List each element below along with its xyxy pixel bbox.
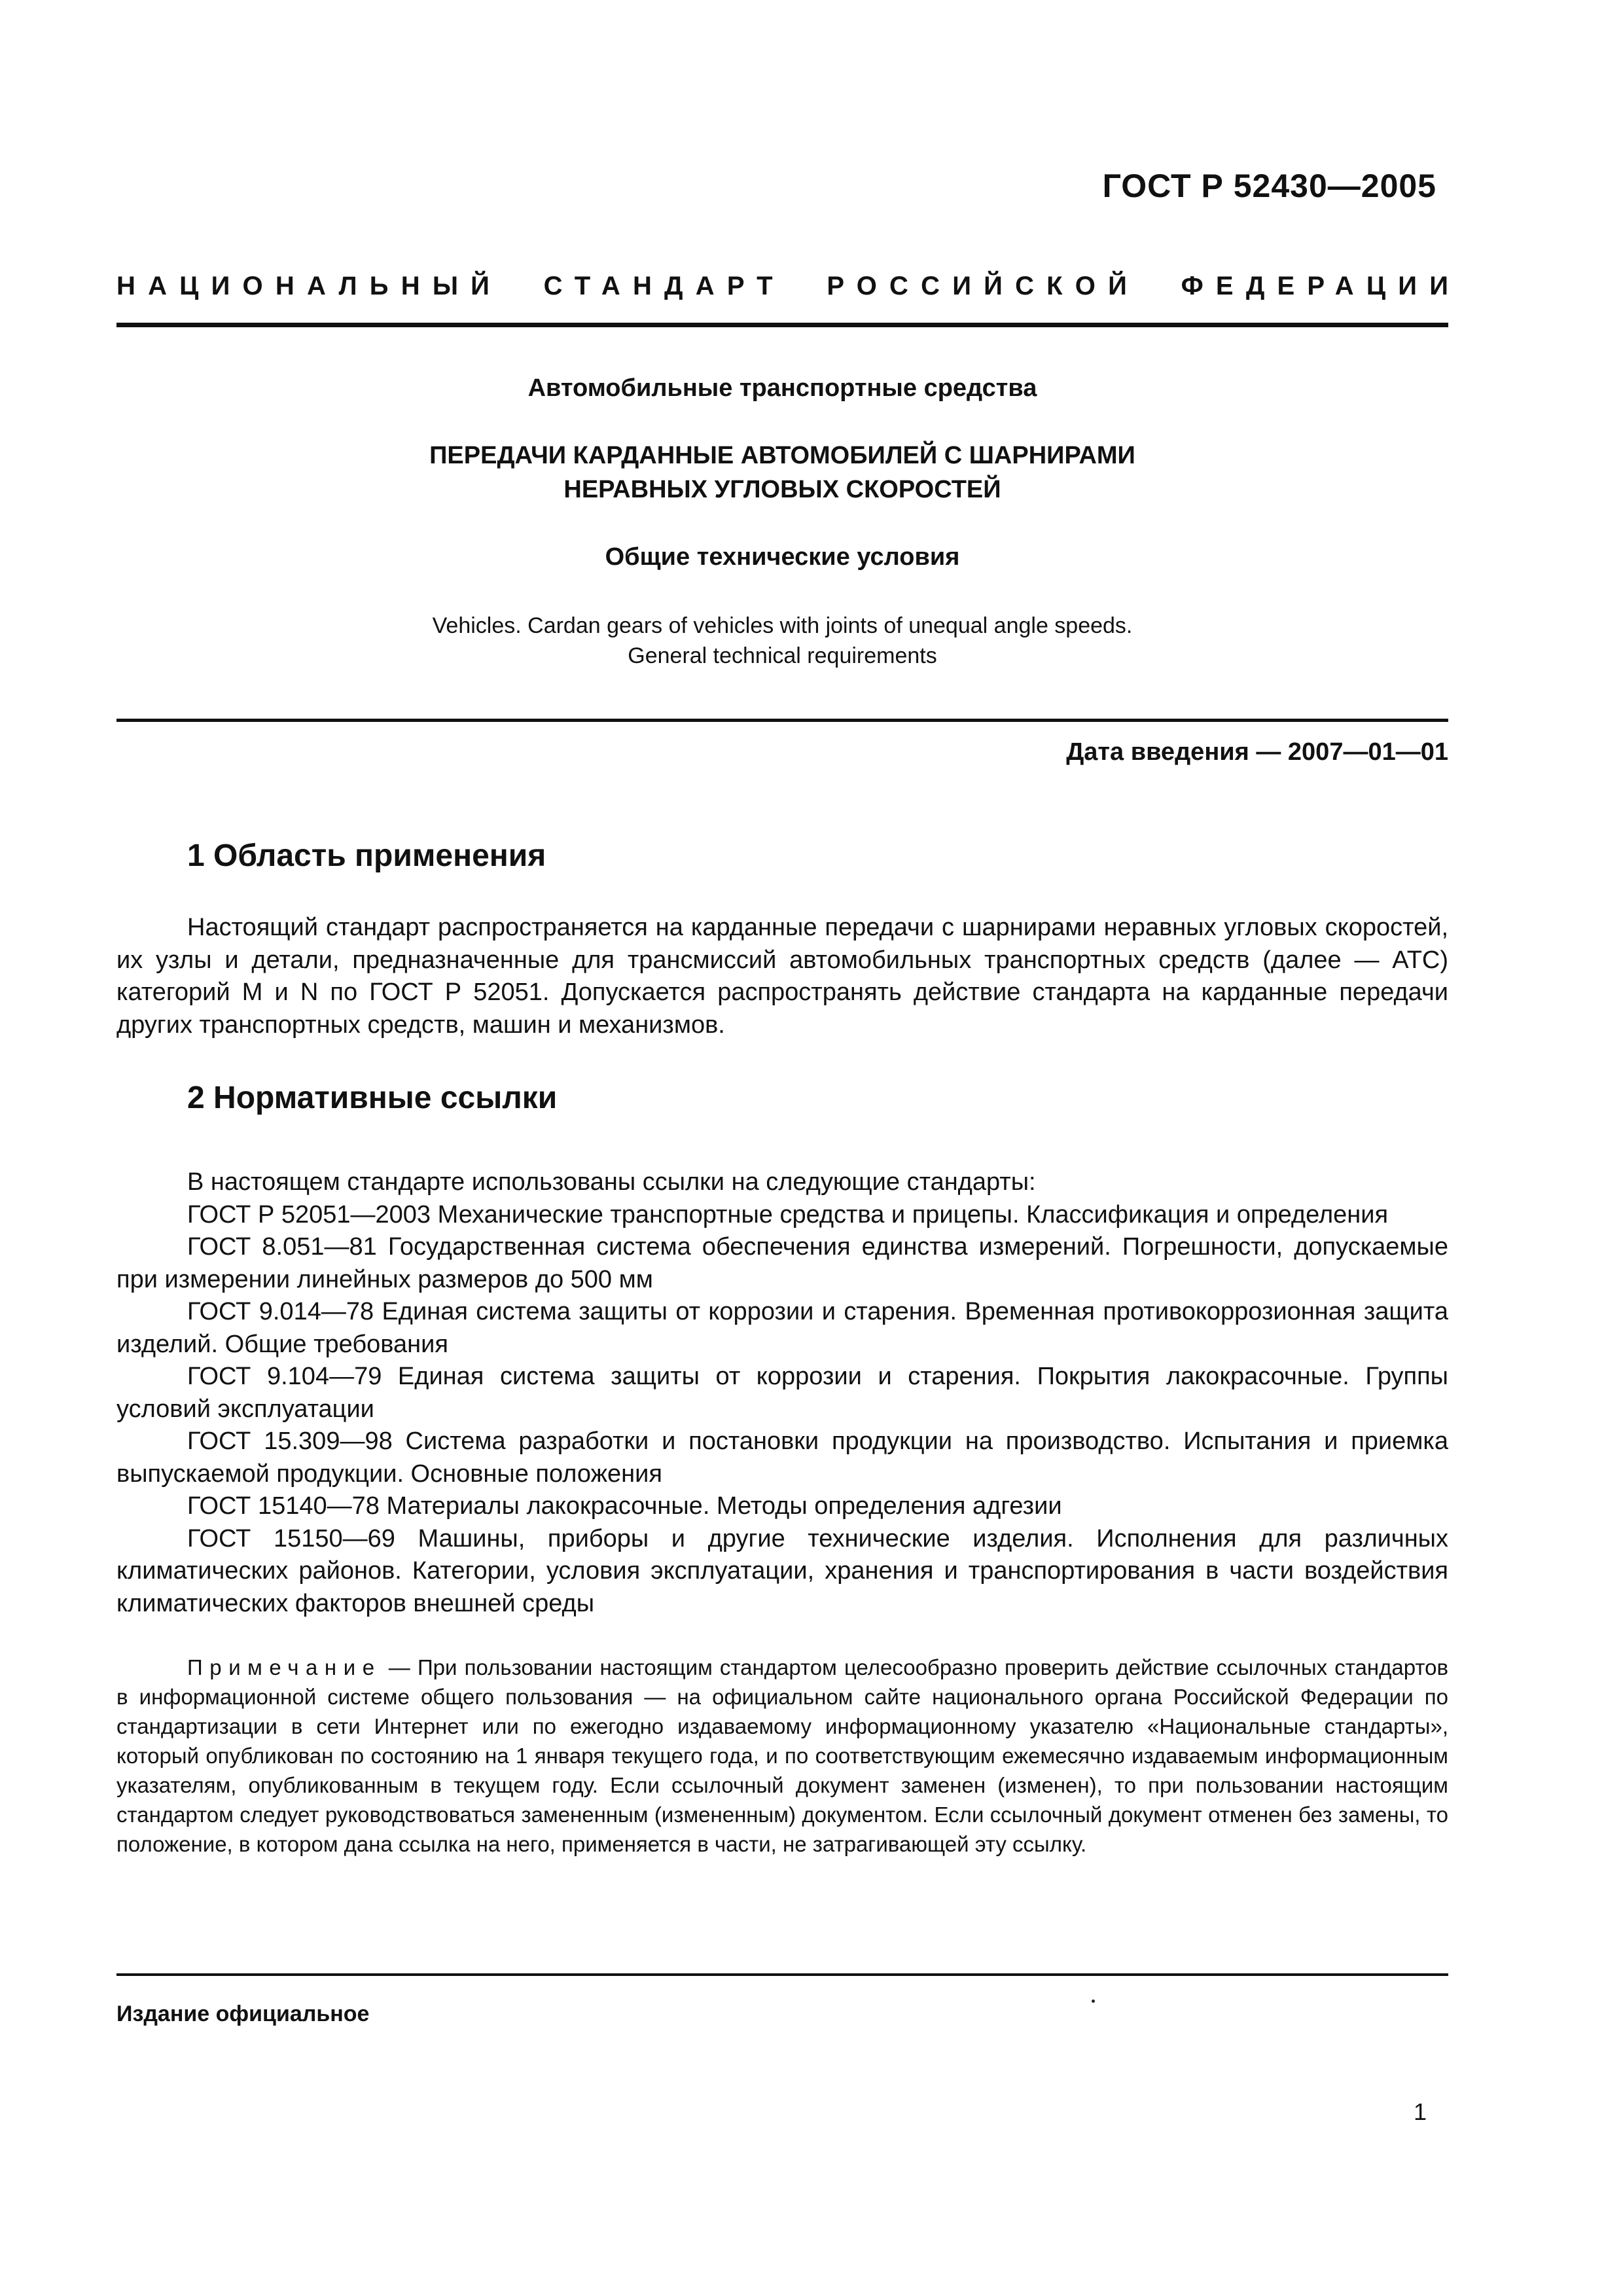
section-heading: 2 Нормативные ссылки (187, 1081, 558, 1115)
english-title-line: General technical requirements (628, 643, 937, 668)
title-divider (116, 719, 1448, 722)
section-heading: 1 Область применения (187, 838, 546, 873)
header-divider (116, 323, 1448, 327)
edition-label: Издание официальное (116, 2001, 370, 2026)
scope-paragraph: Настоящий стандарт распространяется на карданные передачи с шарнирами неравных угловых скоростей, их узлы и детали, предназначенные для трансмиссий автомобильных транспортных средств (далее — АТС) категорий M и N по ГОСТ Р 52051. Допускается распространять действие стандарта на карданные передачи других транспортных средств, машин и механизмов. (116, 914, 1448, 1039)
main-title-line: ПЕРЕДАЧИ КАРДАННЫЕ АВТОМОБИЛЕЙ С ШАРНИРАМИ (429, 442, 1135, 469)
banner-word: СТАНДАРТ (543, 272, 785, 300)
english-title-line: Vehicles. Cardan gears of vehicles with joints of unequal angle speeds. (432, 613, 1133, 638)
banner-word: ФЕДЕРАЦИИ (1181, 272, 1461, 300)
subject-title: Автомобильные транспортные средства (527, 374, 1037, 402)
introduction-date: Дата введения — 2007—01—01 (1066, 738, 1448, 766)
main-title (116, 439, 1448, 507)
document-number: ГОСТ Р 52430—2005 (1102, 168, 1436, 204)
english-title (116, 611, 1448, 671)
standard-banner (116, 272, 1461, 301)
reference-item: ГОСТ 9.104—79 Единая система защиты от коррозии и старения. Покрытия лакокрасочные. Группы условий эксплуатации (116, 1363, 1448, 1423)
document-subtitle: Общие технические условия (605, 543, 960, 571)
reference-item: ГОСТ 15150—69 Машины, приборы и другие технические изделия. Исполнения для различных климатических районов. Категории, условия эксплуатации, хранения и транспортирования в части воздействия климатических факторов внешней среды (116, 1524, 1448, 1617)
banner-word: НАЦИОНАЛЬНЫЙ (116, 272, 503, 300)
references-intro: В настоящем стандарте использованы ссылки на следующие стандарты: (187, 1168, 1036, 1196)
reference-item: ГОСТ 8.051—81 Государственная система обеспечения единства измерений. Погрешности, допускаемые при измерении линейных размеров до 500 мм (116, 1233, 1448, 1293)
note-label: Примечание (187, 1655, 382, 1679)
note-text: — При пользовании настоящим стандартом целесообразно проверить действие ссылочных стандартов в информационной системе общего пользования — на официальном сайте национального органа Российской Федерации по стандартизации в сети Интернет или по ежегодно издаваемому информационному указателю «Национальные стандарты», который опубликован по состоянию на 1 января текущего года, и по соответствующим ежемесячно издаваемым информационным указателям, опубликованным в текущем году. Если ссылочный документ заменен (изменен), то при пользовании настоящим стандартом следует руководствоваться замененным (измененным) документом. Если ссылочный документ отменен без замены, то положение, в котором дана ссылка на него, применяется в части, не затрагивающей эту ссылку. (116, 1655, 1448, 1856)
reference-item: ГОСТ 15.309—98 Система разработки и постановки продукции на производство. Испытания и приемка выпускаемой продукции. Основные положения (116, 1427, 1448, 1488)
reference-item: ГОСТ 9.014—78 Единая система защиты от коррозии и старения. Временная противокоррозионная защита изделий. Общие требования (116, 1298, 1448, 1358)
banner-word: РОССИЙСКОЙ (827, 272, 1140, 300)
footer-divider (116, 1973, 1448, 1976)
references-list (116, 1166, 1448, 1620)
reference-item: ГОСТ Р 52051—2003 Механические транспортные средства и прицепы. Классификация и определения (187, 1200, 1389, 1229)
main-title-line: НЕРАВНЫХ УГЛОВЫХ СКОРОСТЕЙ (563, 476, 1001, 503)
page-number: 1 (1413, 2098, 1427, 2125)
print-dot (1092, 2000, 1095, 2003)
reference-item: ГОСТ 15140—78 Материалы лакокрасочные. Методы определения адгезии (187, 1492, 1062, 1520)
note-paragraph (116, 1653, 1448, 1859)
